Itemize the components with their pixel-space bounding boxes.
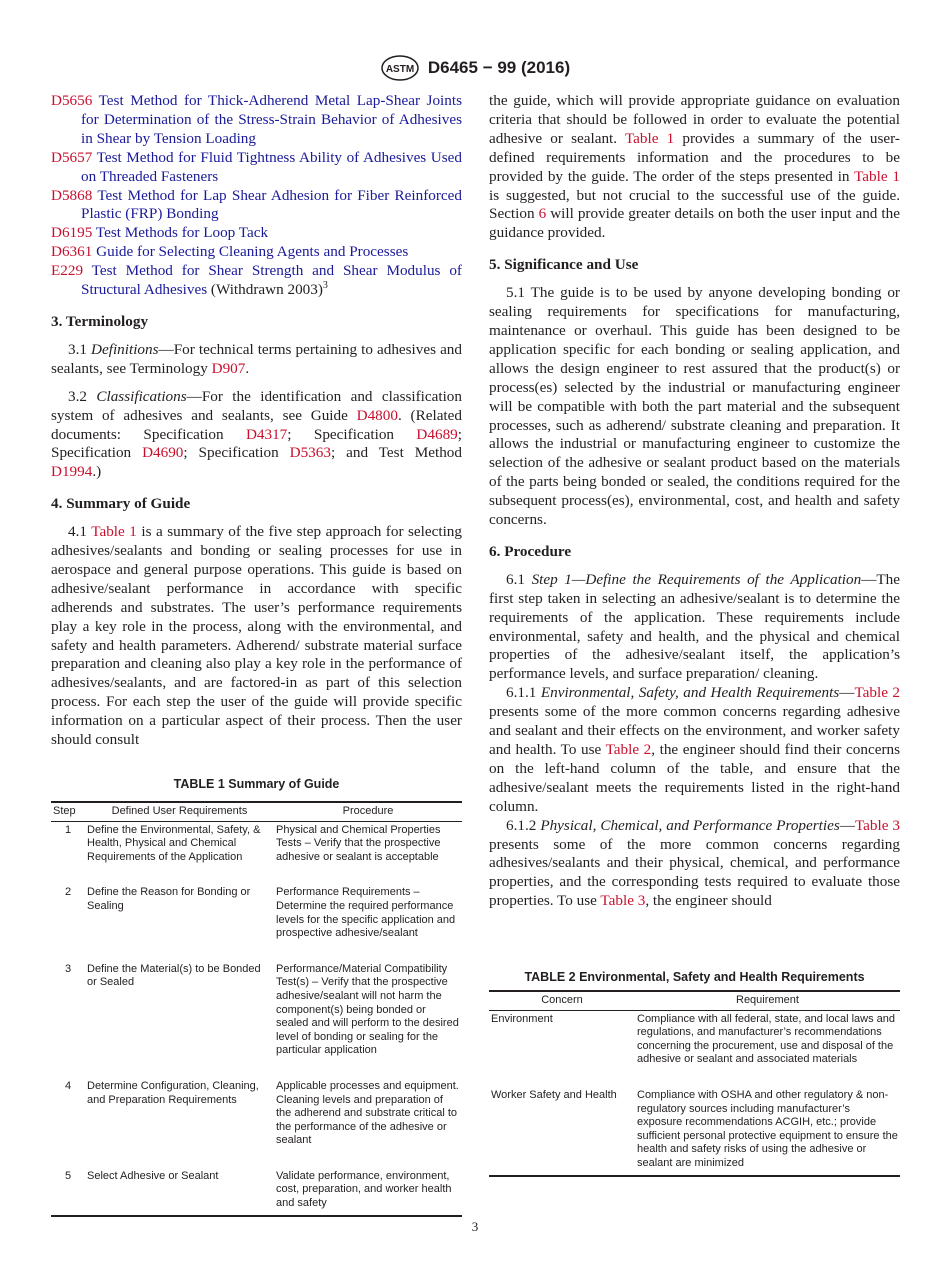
reference-code[interactable]: D6195 bbox=[51, 224, 93, 242]
reference-item bbox=[51, 92, 462, 149]
table-cell: Physical and Chemical Properties Tests – Verify that the prospective adhesive or sealant is acceptable bbox=[276, 823, 441, 863]
link-d907[interactable]: D907 bbox=[211, 359, 246, 377]
table-1 bbox=[51, 777, 462, 1217]
table-cell: Compliance with all federal, state, and local laws and regulations, and manufacturer’s recommendations concerning the procurement, use and disposal of the adhesive or sealant and associated materials bbox=[637, 1012, 896, 1066]
reference-title[interactable]: Test Methods for Loop Tack bbox=[95, 224, 269, 242]
table-cell: 1 bbox=[64, 823, 72, 836]
paragraph-4-1: 4.1 Table 1 is a summary of the five step approach for selecting adhesives/sealants and bonding or sealing processes for use in aerospace and general purpose operations. This guide is based on adhesive/sealant performance in accordance with specific adherends and substrates. The user’s performance requirements play a key role in the process, along with the environmental, and safety and health parameters. Adherend/ substrate material surface preparation and cleaning also play a key role in the performance of adhesives/sealants, and are factored-in as part of this selection process. For each step the user of the guide will provide specific information on a particular aspect of their process. Then the user should consult bbox=[51, 523, 462, 749]
astm-logo-icon bbox=[380, 54, 420, 82]
table-cell: Worker Safety and Health bbox=[489, 1087, 635, 1176]
table-row bbox=[489, 1087, 900, 1176]
table-2-title: TABLE 2 Environmental, Safety and Health Requirements bbox=[524, 970, 865, 984]
link-d4690[interactable]: D4690 bbox=[142, 444, 184, 462]
table-row bbox=[51, 884, 462, 960]
table-cell: Environment bbox=[491, 1012, 553, 1025]
link-d4689[interactable]: D4689 bbox=[416, 425, 458, 443]
section-heading-significance: 5. Significance and Use bbox=[489, 256, 639, 274]
section-heading-procedure: 6. Procedure bbox=[489, 542, 572, 560]
reference-title[interactable]: Test Method for Shear Strength and Shear Modulus of Structural Adhesives bbox=[81, 262, 462, 299]
table-header-cell: Step bbox=[51, 802, 85, 821]
footnote-marker: 3 bbox=[322, 280, 328, 291]
reference-item bbox=[51, 224, 462, 243]
link-table-3[interactable]: Table 3 bbox=[854, 816, 900, 834]
reference-item bbox=[51, 149, 462, 187]
link-table-1[interactable]: Table 1 bbox=[854, 167, 900, 185]
table-2-grid bbox=[489, 990, 900, 1177]
link-d1994[interactable]: D1994 bbox=[51, 463, 93, 481]
page-header bbox=[0, 54, 950, 82]
table-1-title: TABLE 1 Summary of Guide bbox=[173, 777, 340, 791]
table-row bbox=[489, 1010, 900, 1087]
table-row bbox=[51, 821, 462, 884]
table-header-cell: Concern bbox=[489, 991, 635, 1010]
link-d5363[interactable]: D5363 bbox=[289, 444, 331, 462]
table-cell: Performance Requirements – Determine the required performance levels for the specific application and prospective adhesive/sealant bbox=[276, 886, 456, 940]
paragraph-6-1: 6.1 Step 1—Define the Requirements of the Application—The first step taken in selecting an adhesive/sealant is to determine the requirements of the application. These requirements include environmental, safety and health, and the physical and chemical properties of the adhesive/sealant itself, the application’s performance levels, and surface preparation/ cleaning. bbox=[489, 570, 901, 683]
paragraph-4-1-continued: the guide, which will provide appropriate guidance on evaluation criteria that should be followed in order to evaluate the potential adhesive or sealant. Table 1 provides a summary of the user-defined requirements information and the procedures to be provided by the guide. The order of the steps presented in Table 1 is suggested, but not crucial to the successful use of the guide. Section 6 will provide greater details on both the user input and the guidance provided. bbox=[489, 92, 900, 242]
standard-designation: D6465 − 99 (2016) bbox=[427, 58, 571, 77]
reference-title[interactable]: Guide for Selecting Cleaning Agents and Processes bbox=[96, 243, 409, 261]
reference-item bbox=[51, 262, 462, 300]
table-cell: 3 bbox=[64, 962, 72, 975]
link-section-6[interactable]: 6 bbox=[538, 205, 547, 223]
reference-code[interactable]: D5656 bbox=[51, 92, 93, 109]
table-cell: 4 bbox=[64, 1079, 72, 1092]
paragraph-3-1: 3.1 Definitions—For technical terms pertaining to adhesives and sealants, see Terminology D907. bbox=[51, 340, 462, 377]
table-1-grid bbox=[51, 801, 462, 1217]
table-cell: Define the Environmental, Safety, & Health, Physical and Chemical Requirements of the Application bbox=[87, 823, 261, 863]
section-heading-summary: 4. Summary of Guide bbox=[51, 495, 191, 513]
table-cell: Applicable processes and equipment. Cleaning levels and preparation of the adherend and substrate critical to the performance of the adhesive or sealant bbox=[276, 1079, 459, 1147]
reference-code[interactable]: D5657 bbox=[51, 148, 93, 166]
paragraph-3-2: 3.2 Classifications—For the identification and classification system of adhesives and sealants, see Guide D4800. (Related documents: Specification D4317; Specification D4689; Specification D4690; Specification D5363; and Test Method D1994.) bbox=[51, 387, 462, 481]
reference-code[interactable]: E229 bbox=[51, 262, 84, 280]
link-table-1[interactable]: Table 1 bbox=[624, 129, 675, 147]
table-row bbox=[51, 1168, 462, 1216]
reference-code[interactable]: D5868 bbox=[51, 186, 93, 204]
table-cell: Define the Material(s) to be Bonded or Sealed bbox=[87, 962, 261, 989]
right-column bbox=[489, 92, 900, 911]
reference-title[interactable]: Test Method for Lap Shear Adhesion for Fiber Reinforced Plastic (FRP) Bonding bbox=[81, 186, 462, 223]
link-table-2[interactable]: Table 2 bbox=[854, 684, 900, 702]
table-header-cell: Procedure bbox=[274, 802, 462, 821]
link-table-1[interactable]: Table 1 bbox=[91, 523, 137, 541]
page-number: 3 bbox=[471, 1219, 479, 1234]
paragraph-6-1-1: 6.1.1 Environmental, Safety, and Health Requirements—Table 2 presents some of the more common concerns regarding adhesive and sealant and their effects on the environment, and worker safety and health. To use Table 2, the engineer should find their concerns on the left-hand column of the table, and ensure that the adhesive/sealant meets the requirements listed in the right-hand column. bbox=[489, 684, 901, 815]
reference-title[interactable]: Test Method for Fluid Tightness Ability of Adhesives Used on Threaded Fasteners bbox=[81, 148, 462, 185]
table-row bbox=[51, 961, 462, 1078]
paragraph-5-1: 5.1 The guide is to be used by anyone developing bonding or sealing requirements for specifications for manufacturing, maintenance or overhaul. This guide has been designed to be application specific for each bonding or sealing application, and allows the design engineer to rest assured that the product(s) or process(es) selected by the industrial or manufacturing engineer will be compatible with both the part material and the subsequent processes, such as adherend/ substrate cleaning and preparation. It allows the industrial or manufacturing engineer to customize the selection of the adhesive or sealant product based on the materials of the parts being bonded or sealed, the conditions required for the subsequent process(es), environmental, cost, and health and safety concerns. bbox=[489, 284, 900, 529]
table-cell: Compliance with OSHA and other regulatory & non-regulatory sources including manufacturer’s exposure recommendations ACGIH, etc.; provide sufficient personal protective equipment to ensure the health and safety risks of using the adhesive or sealant are minimized bbox=[635, 1087, 900, 1176]
table-cell: Select Adhesive or Sealant bbox=[85, 1168, 274, 1216]
section-heading-terminology: 3. Terminology bbox=[51, 312, 149, 330]
table-header-cell: Defined User Requirements bbox=[85, 802, 274, 821]
link-table-3[interactable]: Table 3 bbox=[600, 892, 646, 910]
table-cell: 2 bbox=[64, 886, 72, 899]
svg-text:ASTM: ASTM bbox=[385, 64, 415, 75]
table-cell: 5 bbox=[51, 1168, 85, 1216]
reference-note: (Withdrawn 2003) bbox=[207, 281, 323, 299]
reference-title[interactable]: Test Method for Thick-Adherend Metal Lap-Shear Joints for Determination of the Stress-Strain Behavior of Adhesives in Shear by Tension Loading bbox=[81, 92, 462, 147]
table-cell: Define the Reason for Bonding or Sealing bbox=[87, 886, 251, 912]
table-2 bbox=[489, 970, 900, 1177]
link-d4800[interactable]: D4800 bbox=[356, 406, 398, 424]
reference-item bbox=[51, 187, 462, 225]
link-table-2[interactable]: Table 2 bbox=[605, 741, 652, 758]
table-cell: Performance/Material Compatibility Test(s) – Verify that the prospective adhesive/sealant will not harm the component(s) being bonded or sealed and will perform to the desired level of bonding or sealing for the particular application bbox=[276, 962, 459, 1057]
table-cell: Determine Configuration, Cleaning, and Preparation Requirements bbox=[87, 1079, 259, 1106]
reference-list bbox=[51, 92, 462, 300]
reference-code[interactable]: D6361 bbox=[51, 243, 93, 261]
left-column bbox=[51, 92, 462, 750]
table-cell: Validate performance, environment, cost, preparation, and worker health and safety bbox=[274, 1168, 462, 1216]
link-d4317[interactable]: D4317 bbox=[245, 425, 288, 443]
paragraph-6-1-2: 6.1.2 Physical, Chemical, and Performance Properties—Table 3 presents some of the more common concerns regarding adhesives/sealants and their physical, chemical, and performance properties, and the corresponding tests required to evaluate those properties. To use Table 3, the engineer should bbox=[489, 816, 900, 910]
table-header-cell: Requirement bbox=[635, 991, 900, 1010]
table-row bbox=[51, 1078, 462, 1168]
reference-item bbox=[51, 243, 462, 262]
